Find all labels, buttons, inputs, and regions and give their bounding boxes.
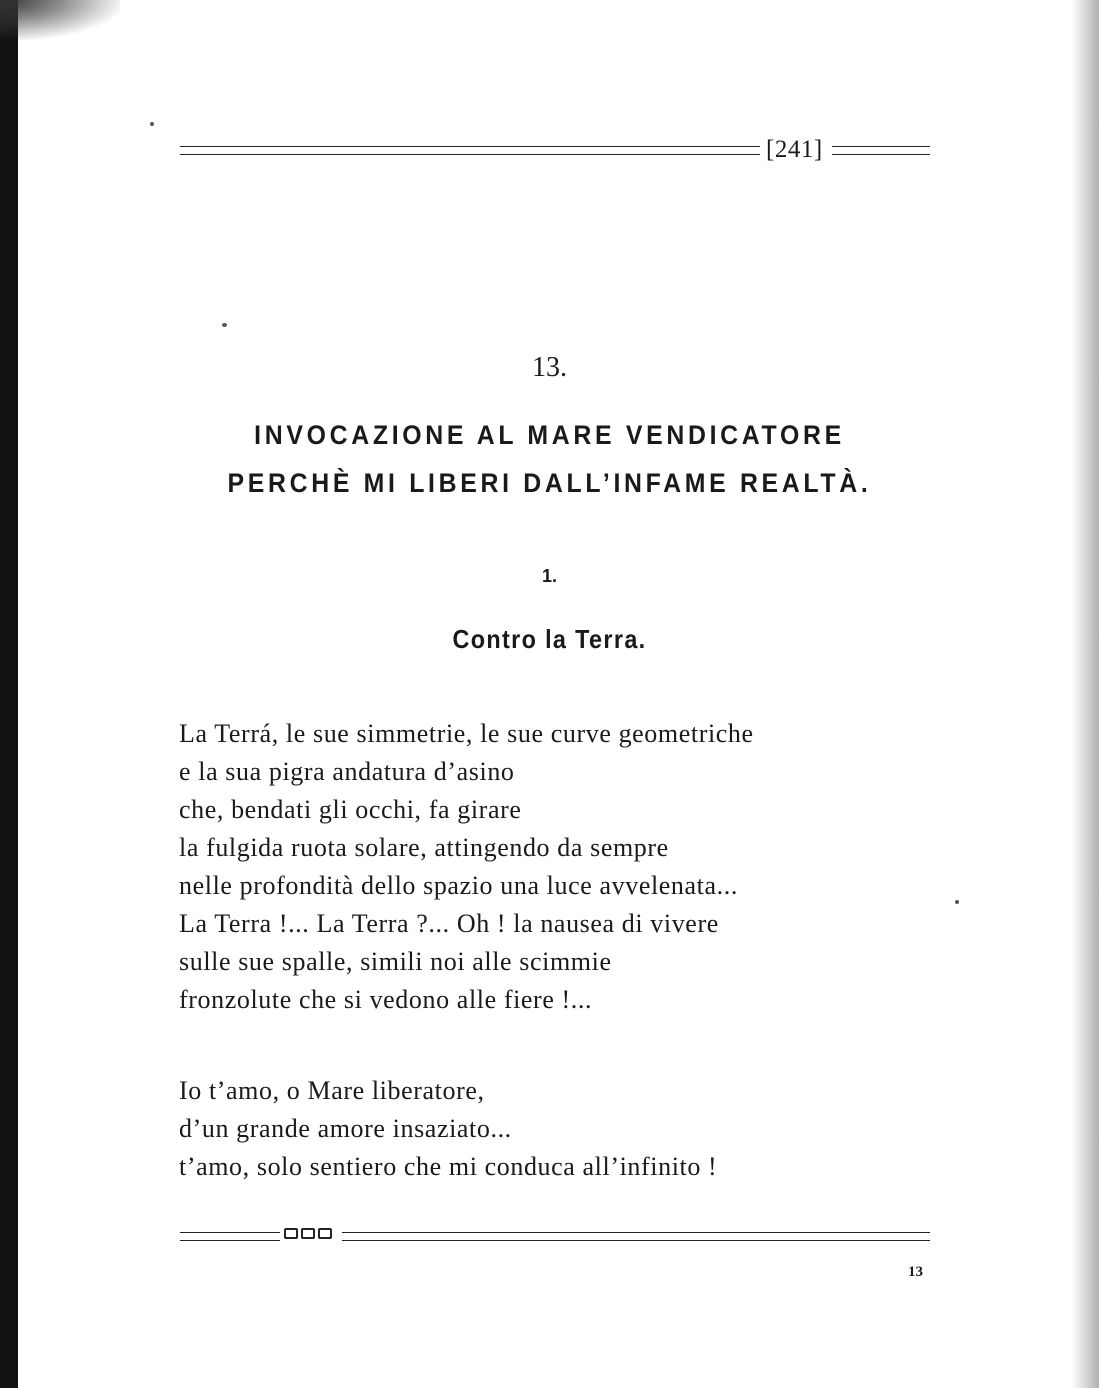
verse-line: nelle profondità dello spazio una luce avvelenata... xyxy=(179,871,738,900)
part-title: Contro la Terra. xyxy=(452,624,647,654)
verse-line: la fulgida ruota solare, attingendo da sempre xyxy=(179,833,669,862)
verse-line: Io t’amo, o Mare liberatore, xyxy=(179,1076,485,1105)
scan-speck xyxy=(150,122,154,126)
scan-edge-left xyxy=(0,0,18,1388)
page-number: 13 xyxy=(908,1264,923,1280)
scan-speck xyxy=(955,900,959,904)
ornament-square-icon xyxy=(301,1228,315,1239)
verse-line: La Terra !... La Terra ?... Oh ! la nausea di vivere xyxy=(179,909,719,938)
ornament-square-icon xyxy=(284,1228,298,1239)
footer-rule-right xyxy=(342,1232,930,1241)
scan-edge-right xyxy=(1071,0,1099,1388)
ornament-square-icon xyxy=(318,1228,332,1239)
part-number: 1. xyxy=(541,566,557,586)
verse-line: La Terrá, le sue simmetrie, le sue curve geometriche xyxy=(179,719,754,748)
header-page-reference: [241] xyxy=(766,136,823,163)
verse-line: d’un grande amore insaziato... xyxy=(179,1114,512,1143)
scan-speck xyxy=(222,323,227,327)
section-title-line-1: INVOCAZIONE AL MARE VENDICATORE xyxy=(254,420,845,450)
scan-corner-shadow xyxy=(0,0,120,40)
footer-rule-left xyxy=(180,1232,280,1241)
section-title-line-2: PERCHÈ MI LIBERI DALL’INFAME REALTÀ. xyxy=(227,468,872,498)
footer-ornament xyxy=(284,1228,332,1239)
verse-line: sulle sue spalle, simili noi alle scimmie xyxy=(179,947,612,976)
poem-stanza-2 xyxy=(179,1072,939,1186)
verse-line: fronzolute che si vedono alle fiere !... xyxy=(179,985,593,1014)
verse-line: che, bendati gli occhi, fa girare xyxy=(179,795,522,824)
verse-line: t’amo, solo sentiero che mi conduca all’infinito ! xyxy=(179,1152,718,1181)
header-rule-left xyxy=(180,146,760,155)
verse-line: e la sua pigra andatura d’asino xyxy=(179,757,515,786)
section-number: 13. xyxy=(532,352,567,383)
poem-stanza-1 xyxy=(179,715,939,1019)
header-rule-right xyxy=(832,146,930,155)
